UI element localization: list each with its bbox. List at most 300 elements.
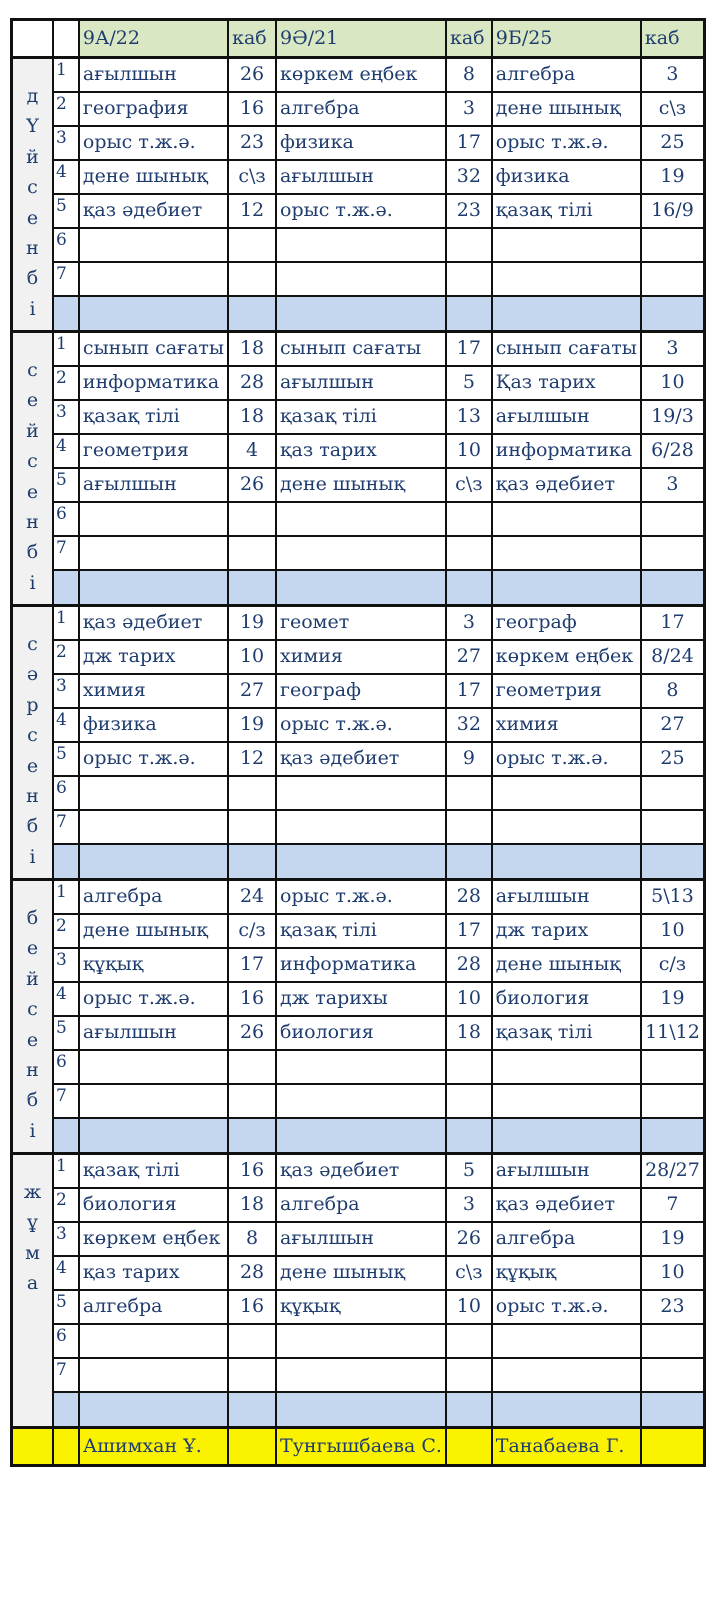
day-letter: с <box>27 633 38 655</box>
separator-cell <box>446 296 492 332</box>
subject-9b <box>492 228 641 262</box>
subject-9a: химия <box>79 674 228 708</box>
lesson-number: 1 <box>53 58 79 92</box>
lesson-row <box>12 708 705 742</box>
day-letter: і <box>29 571 36 594</box>
room-9ae: 17 <box>446 126 492 160</box>
room-9a: 18 <box>228 1188 276 1222</box>
subject-9a: информатика <box>79 366 228 400</box>
room-9a <box>228 262 276 296</box>
day-letter: б <box>26 1089 39 1112</box>
day-letter: і <box>29 1119 36 1142</box>
room-9b <box>641 1324 705 1358</box>
room-9ae: 23 <box>446 194 492 228</box>
day-letter: б <box>26 815 39 838</box>
lesson-number: 7 <box>53 1084 79 1118</box>
lesson-number: 6 <box>53 776 79 810</box>
room-9a: 26 <box>228 1016 276 1050</box>
subject-9ae: алгебра <box>276 92 446 126</box>
room-9a: 18 <box>228 400 276 434</box>
footer-corner <box>12 1428 53 1466</box>
day-letter: ә <box>26 663 39 686</box>
day-letter: Ү <box>26 115 39 138</box>
subject-9b: орыс т.ж.ә. <box>492 1290 641 1324</box>
day-letter: н <box>26 236 39 259</box>
lesson-number: 2 <box>53 1188 79 1222</box>
day-letter: й <box>26 145 39 168</box>
day-letter: н <box>26 784 39 807</box>
room-9a: 10 <box>228 640 276 674</box>
subject-9b: ағылшын <box>492 400 641 434</box>
day-letter: е <box>26 937 39 960</box>
subject-9ae: қазақ тілі <box>276 400 446 434</box>
lesson-row <box>12 1154 705 1188</box>
teacher-9ae: Тунгышбаева С. <box>276 1428 446 1466</box>
day-separator-row <box>12 1392 705 1428</box>
header-num-col <box>53 20 79 58</box>
day-letter: і <box>29 845 36 868</box>
subject-9b <box>492 1324 641 1358</box>
lesson-number: 4 <box>53 708 79 742</box>
subject-9ae: сынып сағаты <box>276 332 446 366</box>
lesson-number: 5 <box>53 1290 79 1324</box>
room-9ae: 10 <box>446 434 492 468</box>
room-9b: 17 <box>641 606 705 640</box>
room-9ae <box>446 228 492 262</box>
schedule-table <box>10 18 706 1467</box>
subject-9ae: құқық <box>276 1290 446 1324</box>
subject-9b <box>492 1358 641 1392</box>
lesson-number: 6 <box>53 228 79 262</box>
subject-9a <box>79 1084 228 1118</box>
subject-9b: географ <box>492 606 641 640</box>
subject-9b: орыс т.ж.ә. <box>492 742 641 776</box>
room-9b: 7 <box>641 1188 705 1222</box>
room-9ae: 17 <box>446 914 492 948</box>
lesson-row <box>12 742 705 776</box>
day-letter: е <box>26 480 39 503</box>
footer-num-col <box>53 1428 79 1466</box>
room-9ae: с\з <box>446 468 492 502</box>
lesson-number: 1 <box>53 880 79 914</box>
lesson-row <box>12 674 705 708</box>
subject-9b: химия <box>492 708 641 742</box>
lesson-number: 4 <box>53 160 79 194</box>
room-9a: 16 <box>228 1290 276 1324</box>
day-letter: б <box>26 907 39 929</box>
subject-9ae <box>276 228 446 262</box>
day-name-5 <box>12 1154 53 1428</box>
class-9a-header: 9А/22 <box>79 20 228 58</box>
header-row <box>12 20 705 58</box>
day-separator-row <box>12 570 705 606</box>
room-9ae: 5 <box>446 366 492 400</box>
lesson-row <box>12 160 705 194</box>
room-9b <box>641 776 705 810</box>
subject-9ae: алгебра <box>276 1188 446 1222</box>
room-9ae: 32 <box>446 708 492 742</box>
lesson-number: 4 <box>53 434 79 468</box>
subject-9b: биология <box>492 982 641 1016</box>
room-9a: 8 <box>228 1222 276 1256</box>
lesson-row <box>12 1188 705 1222</box>
room-9ae <box>446 1324 492 1358</box>
room-9ae: 27 <box>446 640 492 674</box>
subject-9a: дене шынық <box>79 160 228 194</box>
day-letter: і <box>29 297 36 320</box>
separator-cell <box>446 844 492 880</box>
lesson-number: 3 <box>53 126 79 160</box>
lesson-number: 2 <box>53 914 79 948</box>
room-9a: 19 <box>228 708 276 742</box>
separator-cell <box>228 296 276 332</box>
teacher-9a: Ашимхан Ұ. <box>79 1428 228 1466</box>
subject-9b: орыс т.ж.ә. <box>492 126 641 160</box>
subject-9a: қазақ тілі <box>79 1154 228 1188</box>
subject-9ae <box>276 1324 446 1358</box>
room-9b: 11\12 <box>641 1016 705 1050</box>
room-9a <box>228 776 276 810</box>
subject-9ae: дене шынық <box>276 468 446 502</box>
lesson-number: 3 <box>53 948 79 982</box>
subject-9ae <box>276 1084 446 1118</box>
lesson-row <box>12 880 705 914</box>
subject-9ae: орыс т.ж.ә. <box>276 194 446 228</box>
room-9ae: с\з <box>446 1256 492 1290</box>
lesson-number: 4 <box>53 1256 79 1290</box>
subject-9a: көркем еңбек <box>79 1222 228 1256</box>
room-9ae: 10 <box>446 1290 492 1324</box>
room-9ae <box>446 1050 492 1084</box>
lesson-row <box>12 1050 705 1084</box>
separator-cell <box>492 570 641 606</box>
subject-9b <box>492 1084 641 1118</box>
room-9b <box>641 228 705 262</box>
room-9a <box>228 1358 276 1392</box>
lesson-row <box>12 1358 705 1392</box>
room-9a: 24 <box>228 880 276 914</box>
subject-9b: дж тарих <box>492 914 641 948</box>
subject-9ae <box>276 262 446 296</box>
subject-9ae: ағылшын <box>276 160 446 194</box>
day-letter: н <box>26 510 39 533</box>
day-letter: ж <box>23 1181 42 1203</box>
lesson-number: 1 <box>53 606 79 640</box>
room-9a: 12 <box>228 194 276 228</box>
subject-9a <box>79 1050 228 1084</box>
subject-9ae: қазақ тілі <box>276 914 446 948</box>
subject-9a: география <box>79 92 228 126</box>
lesson-row <box>12 1290 705 1324</box>
subject-9a: биология <box>79 1188 228 1222</box>
subject-9ae: географ <box>276 674 446 708</box>
room-9ae: 17 <box>446 332 492 366</box>
separator-cell <box>79 570 228 606</box>
lesson-row <box>12 606 705 640</box>
subject-9b: геометрия <box>492 674 641 708</box>
subject-9a: ағылшын <box>79 468 228 502</box>
class-9ae-header: 9Ә/21 <box>276 20 446 58</box>
subject-9ae: қаз әдебиет <box>276 1154 446 1188</box>
room-9b <box>641 536 705 570</box>
subject-9b: дене шынық <box>492 948 641 982</box>
subject-9a: алгебра <box>79 880 228 914</box>
subject-9ae: биология <box>276 1016 446 1050</box>
footer-room-9a <box>228 1428 276 1466</box>
lesson-row <box>12 502 705 536</box>
separator-cell <box>53 1392 79 1428</box>
separator-cell <box>276 1392 446 1428</box>
day-letter: б <box>26 541 39 564</box>
lesson-number: 1 <box>53 332 79 366</box>
subject-9b <box>492 810 641 844</box>
room-9b: 10 <box>641 914 705 948</box>
day-letter: с <box>27 359 38 381</box>
room-9b: 28/27 <box>641 1154 705 1188</box>
subject-9ae <box>276 776 446 810</box>
room-9ae: 8 <box>446 58 492 92</box>
subject-9b: информатика <box>492 434 641 468</box>
subject-9a: орыс т.ж.ә. <box>79 982 228 1016</box>
subject-9ae: орыс т.ж.ә. <box>276 880 446 914</box>
room-9b: 5\13 <box>641 880 705 914</box>
day-letter: н <box>26 1058 39 1081</box>
day-letter: й <box>26 967 39 990</box>
subject-9ae: қаз тарих <box>276 434 446 468</box>
lesson-number: 7 <box>53 262 79 296</box>
room-9ae <box>446 502 492 536</box>
subject-9a: дж тарих <box>79 640 228 674</box>
lesson-row <box>12 1084 705 1118</box>
lesson-row <box>12 58 705 92</box>
lesson-number: 7 <box>53 810 79 844</box>
subject-9a: қаз тарих <box>79 1256 228 1290</box>
subject-9ae <box>276 536 446 570</box>
room-9b: 23 <box>641 1290 705 1324</box>
room-9ae: 17 <box>446 674 492 708</box>
room-9b <box>641 1358 705 1392</box>
room-9b: 6/28 <box>641 434 705 468</box>
lesson-row <box>12 468 705 502</box>
day-separator-row <box>12 296 705 332</box>
day-separator-row <box>12 844 705 880</box>
lesson-number: 4 <box>53 982 79 1016</box>
day-letter: р <box>26 693 39 716</box>
subject-9b: алгебра <box>492 58 641 92</box>
footer-room-9b <box>641 1428 705 1466</box>
lesson-number: 3 <box>53 400 79 434</box>
room-9a <box>228 228 276 262</box>
room-9b: 3 <box>641 468 705 502</box>
lesson-number: 7 <box>53 536 79 570</box>
subject-9b: алгебра <box>492 1222 641 1256</box>
subject-9ae <box>276 1358 446 1392</box>
subject-9a <box>79 502 228 536</box>
room-9a: с\з <box>228 160 276 194</box>
room-9a: 4 <box>228 434 276 468</box>
lesson-number: 2 <box>53 640 79 674</box>
separator-cell <box>492 296 641 332</box>
lesson-row <box>12 1324 705 1358</box>
separator-cell <box>228 1392 276 1428</box>
class-9ae-room-header: каб <box>446 20 492 58</box>
lesson-number: 7 <box>53 1358 79 1392</box>
subject-9ae: ағылшын <box>276 1222 446 1256</box>
day-name-4 <box>12 880 53 1154</box>
room-9a <box>228 1084 276 1118</box>
day-letter: е <box>26 389 39 412</box>
subject-9b: физика <box>492 160 641 194</box>
lesson-number: 5 <box>53 1016 79 1050</box>
day-letter: а <box>26 1272 39 1295</box>
lesson-number: 6 <box>53 1050 79 1084</box>
subject-9a <box>79 536 228 570</box>
room-9ae: 18 <box>446 1016 492 1050</box>
separator-cell <box>53 570 79 606</box>
room-9ae <box>446 1084 492 1118</box>
subject-9b <box>492 262 641 296</box>
subject-9b <box>492 502 641 536</box>
lesson-row <box>12 776 705 810</box>
subject-9ae: химия <box>276 640 446 674</box>
lesson-row <box>12 434 705 468</box>
separator-cell <box>276 844 446 880</box>
subject-9ae <box>276 502 446 536</box>
teacher-9b: Танабаева Г. <box>492 1428 641 1466</box>
separator-cell <box>53 1118 79 1154</box>
lesson-row <box>12 126 705 160</box>
separator-cell <box>53 844 79 880</box>
subject-9a <box>79 1358 228 1392</box>
day-letter: е <box>26 1028 39 1051</box>
schedule-body <box>12 20 705 1466</box>
subject-9b: қаз әдебиет <box>492 1188 641 1222</box>
day-letter: ұ <box>27 1211 38 1234</box>
room-9a <box>228 1324 276 1358</box>
lesson-number: 5 <box>53 742 79 776</box>
room-9a <box>228 810 276 844</box>
room-9a: 19 <box>228 606 276 640</box>
room-9a <box>228 536 276 570</box>
lesson-row <box>12 262 705 296</box>
separator-cell <box>228 570 276 606</box>
separator-cell <box>641 1118 705 1154</box>
room-9a: 27 <box>228 674 276 708</box>
subject-9ae: геомет <box>276 606 446 640</box>
class-9b-room-header: каб <box>641 20 705 58</box>
day-letter: б <box>26 267 39 290</box>
room-9ae: 28 <box>446 880 492 914</box>
room-9a <box>228 502 276 536</box>
lesson-row <box>12 640 705 674</box>
room-9ae: 3 <box>446 1188 492 1222</box>
lesson-row <box>12 194 705 228</box>
lesson-row <box>12 1016 705 1050</box>
day-name-2 <box>12 332 53 606</box>
room-9a: 28 <box>228 366 276 400</box>
subject-9a <box>79 262 228 296</box>
room-9b: 19 <box>641 982 705 1016</box>
subject-9a: сынып сағаты <box>79 332 228 366</box>
room-9b: 8 <box>641 674 705 708</box>
room-9ae: 32 <box>446 160 492 194</box>
room-9ae <box>446 262 492 296</box>
lesson-row <box>12 810 705 844</box>
separator-cell <box>53 296 79 332</box>
separator-cell <box>492 1118 641 1154</box>
room-9a: 17 <box>228 948 276 982</box>
room-9a: 16 <box>228 92 276 126</box>
lesson-row <box>12 92 705 126</box>
lesson-number: 6 <box>53 1324 79 1358</box>
lesson-row <box>12 332 705 366</box>
room-9ae: 3 <box>446 606 492 640</box>
day-letter: е <box>26 754 39 777</box>
day-letter: с <box>27 724 38 747</box>
lesson-row <box>12 1222 705 1256</box>
subject-9a: дене шынық <box>79 914 228 948</box>
day-letter: с <box>27 998 38 1021</box>
room-9a: с/з <box>228 914 276 948</box>
room-9a: 12 <box>228 742 276 776</box>
separator-cell <box>641 570 705 606</box>
subject-9b: Қаз тарих <box>492 366 641 400</box>
subject-9b: қазақ тілі <box>492 194 641 228</box>
room-9b: 27 <box>641 708 705 742</box>
separator-cell <box>276 1118 446 1154</box>
room-9a: 26 <box>228 468 276 502</box>
subject-9a: геометрия <box>79 434 228 468</box>
separator-cell <box>641 844 705 880</box>
lesson-row <box>12 400 705 434</box>
room-9b <box>641 1050 705 1084</box>
class-9b-header: 9Б/25 <box>492 20 641 58</box>
subject-9b: ағылшын <box>492 1154 641 1188</box>
room-9a: 28 <box>228 1256 276 1290</box>
subject-9b: сынып сағаты <box>492 332 641 366</box>
room-9ae: 3 <box>446 92 492 126</box>
room-9a: 26 <box>228 58 276 92</box>
subject-9b: көркем еңбек <box>492 640 641 674</box>
subject-9b <box>492 1050 641 1084</box>
room-9ae <box>446 810 492 844</box>
room-9b: 8/24 <box>641 640 705 674</box>
subject-9ae: физика <box>276 126 446 160</box>
room-9ae: 10 <box>446 982 492 1016</box>
subject-9a <box>79 228 228 262</box>
room-9b: 3 <box>641 58 705 92</box>
room-9b: 25 <box>641 126 705 160</box>
room-9ae: 26 <box>446 1222 492 1256</box>
subject-9b: дене шынық <box>492 92 641 126</box>
subject-9a: ағылшын <box>79 58 228 92</box>
separator-cell <box>79 1392 228 1428</box>
day-letter: с <box>27 176 38 199</box>
class-9a-room-header: каб <box>228 20 276 58</box>
subject-9b: ағылшын <box>492 880 641 914</box>
subject-9a: ағылшын <box>79 1016 228 1050</box>
subject-9a <box>79 810 228 844</box>
separator-cell <box>446 570 492 606</box>
lesson-number: 6 <box>53 502 79 536</box>
room-9a: 23 <box>228 126 276 160</box>
day-name-3 <box>12 606 53 880</box>
lesson-row <box>12 914 705 948</box>
subject-9ae <box>276 810 446 844</box>
separator-cell <box>79 844 228 880</box>
room-9ae: 9 <box>446 742 492 776</box>
subject-9ae: ағылшын <box>276 366 446 400</box>
